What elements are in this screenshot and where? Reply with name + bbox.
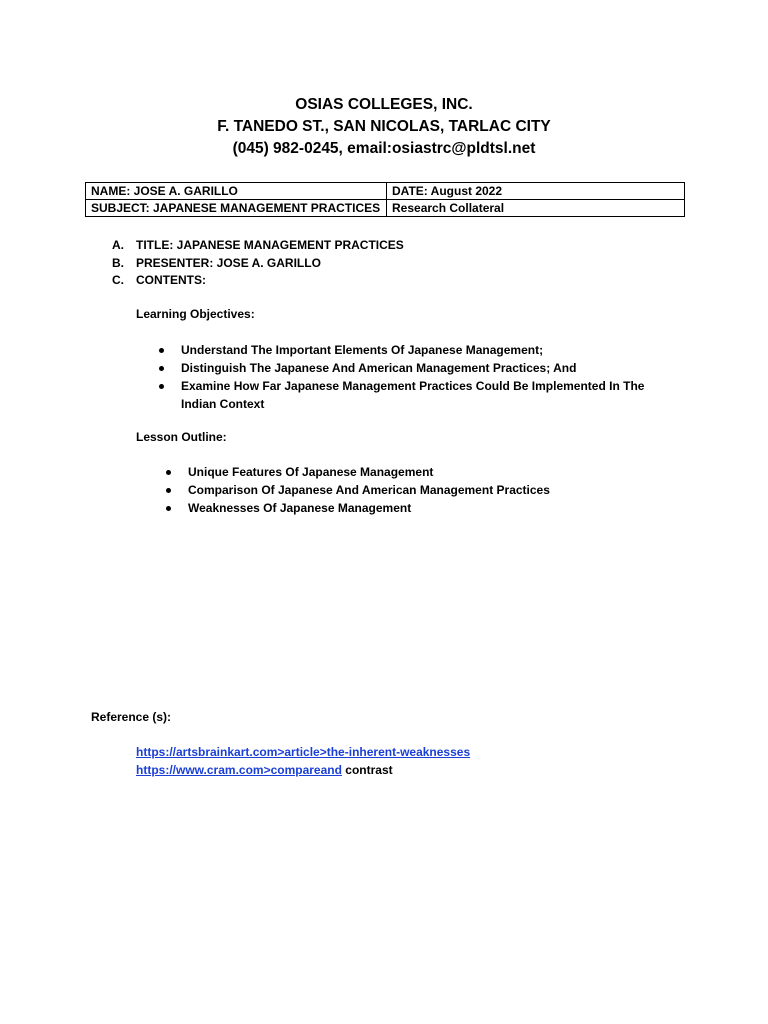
reference-link-cram[interactable]: https://www.cram.com>compareand	[136, 763, 342, 777]
bullet-icon	[166, 470, 171, 475]
list-item	[181, 359, 661, 377]
presenter-line: PRESENTER: JOSE A. GARILLO	[136, 255, 321, 270]
reference-link-artsbrainkart[interactable]: https://artsbrainkart.com>article>the-inherent-weaknesses	[136, 745, 471, 759]
bullet-icon	[159, 384, 164, 389]
list-letter: A.	[112, 238, 124, 252]
learning-objectives-heading: Learning Objectives:	[136, 307, 255, 321]
institution-name: OSIAS COLLEGES, INC.	[295, 96, 473, 113]
reference-heading: Reference (s):	[91, 710, 172, 724]
lesson-outline-list	[188, 463, 658, 517]
list-item	[136, 743, 470, 761]
info-table	[85, 182, 685, 217]
name-cell: NAME: JOSE A. GARILLO	[86, 183, 387, 200]
table-row	[86, 200, 685, 217]
outline-text: Unique Features Of Japanese Management	[188, 465, 434, 479]
subject-cell: SUBJECT: JAPANESE MANAGEMENT PRACTICES	[86, 200, 387, 217]
institution-address: F. TANEDO ST., SAN NICOLAS, TARLAC CITY	[217, 118, 551, 135]
list-letter: B.	[112, 255, 124, 270]
learning-objectives-list	[181, 341, 661, 413]
date-cell: DATE: August 2022	[387, 183, 685, 200]
outline-text: Weaknesses Of Japanese Management	[188, 501, 412, 515]
outline-text: Comparison Of Japanese And American Management Practices	[188, 483, 550, 497]
bullet-icon	[166, 488, 171, 493]
lettered-list	[112, 237, 404, 290]
reference-links	[136, 743, 470, 779]
list-letter: C.	[112, 273, 124, 287]
list-item	[136, 761, 470, 779]
bullet-icon	[159, 348, 164, 353]
list-item	[188, 463, 658, 481]
bullet-icon	[166, 506, 171, 511]
reference-link-suffix: contrast	[341, 763, 393, 777]
contents-line: CONTENTS:	[136, 273, 206, 287]
list-item	[112, 237, 404, 255]
lesson-outline-heading: Lesson Outline:	[136, 430, 227, 444]
title-line: TITLE: JAPANESE MANAGEMENT PRACTICES	[136, 238, 404, 252]
list-item	[112, 255, 404, 273]
institution-header	[0, 94, 768, 160]
list-item	[181, 377, 661, 413]
list-item	[181, 341, 661, 359]
objective-text: Distinguish The Japanese And American Management Practices; And	[181, 361, 577, 375]
bullet-icon	[159, 366, 164, 371]
table-row	[86, 183, 685, 200]
institution-contact: (045) 982-0245, email:osiastrc@pldtsl.net	[232, 140, 536, 157]
objective-text: Understand The Important Elements Of Japanese Management;	[181, 343, 544, 357]
list-item	[188, 499, 658, 517]
type-cell: Research Collateral	[387, 200, 685, 217]
objective-text: Examine How Far Japanese Management Practices Could Be Implemented In The Indian Context	[181, 379, 645, 411]
list-item	[188, 481, 658, 499]
list-item	[112, 272, 404, 290]
